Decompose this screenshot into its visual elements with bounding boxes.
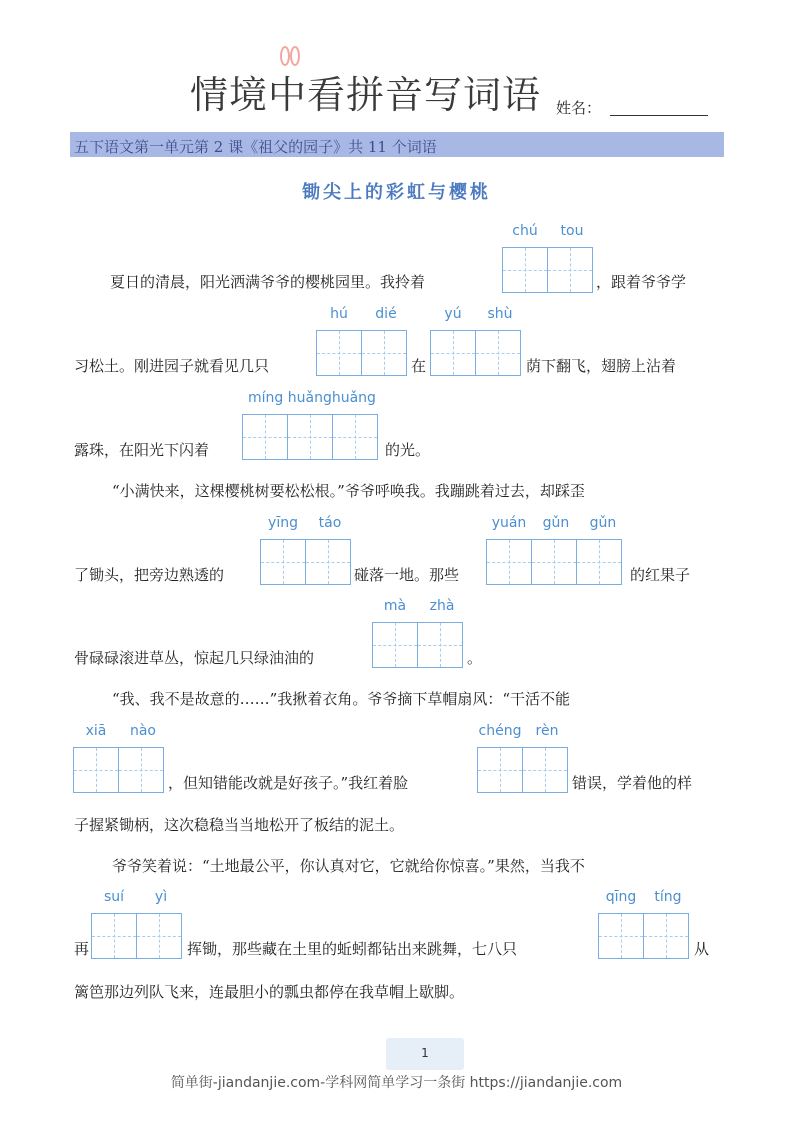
answer-grid-5[interactable]: [260, 539, 351, 585]
answer-cell[interactable]: [477, 747, 523, 793]
pinyin-qing: qīng: [605, 889, 637, 905]
answer-cell[interactable]: [316, 330, 362, 376]
answer-cell[interactable]: [502, 247, 548, 293]
answer-grid-1[interactable]: [502, 247, 593, 293]
text-line-9: 子握紧锄柄，这次稳稳当当地松开了板结的泥土。: [74, 816, 405, 834]
answer-cell[interactable]: [475, 330, 521, 376]
text-line-2c: 荫下翻飞，翅膀上沾着: [526, 357, 677, 375]
answer-grid-2[interactable]: [316, 330, 407, 376]
answer-cell[interactable]: [547, 247, 593, 293]
answer-grid-11[interactable]: [598, 913, 689, 959]
answer-cell[interactable]: [332, 414, 378, 460]
answer-grid-3[interactable]: [430, 330, 521, 376]
pinyin-ying: yīng: [268, 515, 298, 531]
text-line-8a: ，但知错能改就是好孩子。”我红着脸: [168, 774, 409, 792]
logo-title: 情境中看拼音写词语: [190, 73, 542, 117]
answer-cell[interactable]: [73, 747, 119, 793]
answer-grid-6[interactable]: [486, 539, 622, 585]
text-line-5c: 的红果子: [630, 566, 691, 584]
pinyin-gun-1: gǔn: [542, 515, 570, 531]
text-line-2b: 在: [411, 357, 427, 375]
answer-cell[interactable]: [430, 330, 476, 376]
pinyin-tou: tou: [560, 223, 584, 239]
text-line-11b: 挥锄，那些藏在土里的蚯蚓都钻出来跳舞，七八只: [187, 940, 518, 958]
pinyin-die: dié: [375, 306, 397, 322]
text-line-5b: 碰落一地。那些: [354, 566, 460, 584]
text-line-12: 篱笆那边列队飞来，连最胆小的瓢虫都停在我草帽上歇脚。: [74, 983, 465, 1001]
pinyin-ren: rèn: [535, 723, 559, 739]
pinyin-sui: suí: [103, 889, 125, 905]
answer-cell[interactable]: [576, 539, 622, 585]
text-line-5a: 了锄头，把旁边熟透的: [74, 566, 225, 584]
text-line-3a: 露珠，在阳光下闪着: [74, 441, 210, 459]
answer-grid-8[interactable]: [73, 747, 164, 793]
text-line-11c: 从: [694, 940, 710, 958]
lesson-banner-text: 五下语文第一单元第 2 课《祖父的园子》共 11 个词语: [74, 138, 437, 156]
answer-cell[interactable]: [598, 913, 644, 959]
text-line-3b: 的光。: [385, 441, 431, 459]
answer-cell[interactable]: [305, 539, 351, 585]
pinyin-yuan: yuán: [491, 515, 527, 531]
page-number: 1: [421, 1046, 429, 1060]
answer-cell[interactable]: [260, 539, 306, 585]
text-line-1b: ，跟着爷爷学: [596, 273, 687, 291]
pinyin-cheng: chéng: [478, 723, 522, 739]
answer-cell[interactable]: [643, 913, 689, 959]
pinyin-yu: yú: [444, 306, 462, 322]
answer-cell[interactable]: [486, 539, 532, 585]
answer-cell[interactable]: [118, 747, 164, 793]
text-line-6a: 骨碌碌滚进草丛，惊起几只绿油油的: [74, 649, 315, 667]
story-title: 锄尖上的彩虹与樱桃: [302, 182, 491, 203]
text-line-7: “我、我不是故意的……”我揪着衣角。爷爷摘下草帽扇风：“干活不能: [112, 690, 571, 708]
answer-cell[interactable]: [136, 913, 182, 959]
answer-cell[interactable]: [372, 622, 418, 668]
answer-grid-10[interactable]: [91, 913, 182, 959]
pinyin-shu: shù: [487, 306, 513, 322]
answer-grid-7[interactable]: [372, 622, 463, 668]
text-line-4: “小满快来，这棵樱桃树要松松根。”爷爷呼唤我。我蹦跳着过去，却踩歪: [112, 482, 585, 500]
answer-cell[interactable]: [531, 539, 577, 585]
text-line-8b: 错误，学着他的样: [572, 774, 693, 792]
pinyin-ting: tíng: [654, 889, 682, 905]
answer-cell[interactable]: [91, 913, 137, 959]
answer-cell[interactable]: [522, 747, 568, 793]
pinyin-xia: xiā: [85, 723, 107, 739]
text-line-10: 爷爷笑着说：“土地最公平，你认真对它，它就给你惊喜。”果然，当我不: [112, 857, 585, 875]
pinyin-ma: mà: [383, 598, 407, 614]
answer-cell[interactable]: [361, 330, 407, 376]
answer-cell[interactable]: [242, 414, 288, 460]
answer-cell[interactable]: [287, 414, 333, 460]
text-line-11a: 再: [74, 940, 90, 958]
pinyin-yi: yì: [154, 889, 168, 905]
pinyin-hu: hú: [330, 306, 348, 322]
text-line-2a: 习松土。刚进园子就看见几只: [74, 357, 270, 375]
footer-text: 简单街-jiandanjie.com-学科网简单学习一条街 https://jiandanjie.com: [170, 1075, 623, 1091]
name-label: 姓名：: [556, 99, 602, 117]
name-field-line[interactable]: [610, 115, 708, 116]
pinyin-chu: chú: [512, 223, 538, 239]
text-line-6b: 。: [467, 649, 483, 667]
pinyin-tao: táo: [318, 515, 342, 531]
pinyin-zha: zhà: [429, 598, 455, 614]
text-line-1a: 夏日的清晨，阳光洒满爷爷的樱桃园里。我拎着: [110, 273, 426, 291]
answer-grid-9[interactable]: [477, 747, 568, 793]
pinyin-ming-huanghuang: míng huǎnghuǎng: [248, 390, 376, 406]
answer-grid-4[interactable]: [242, 414, 378, 460]
answer-cell[interactable]: [417, 622, 463, 668]
pinyin-nao: nào: [129, 723, 157, 739]
pinyin-gun-2: gǔn: [589, 515, 617, 531]
